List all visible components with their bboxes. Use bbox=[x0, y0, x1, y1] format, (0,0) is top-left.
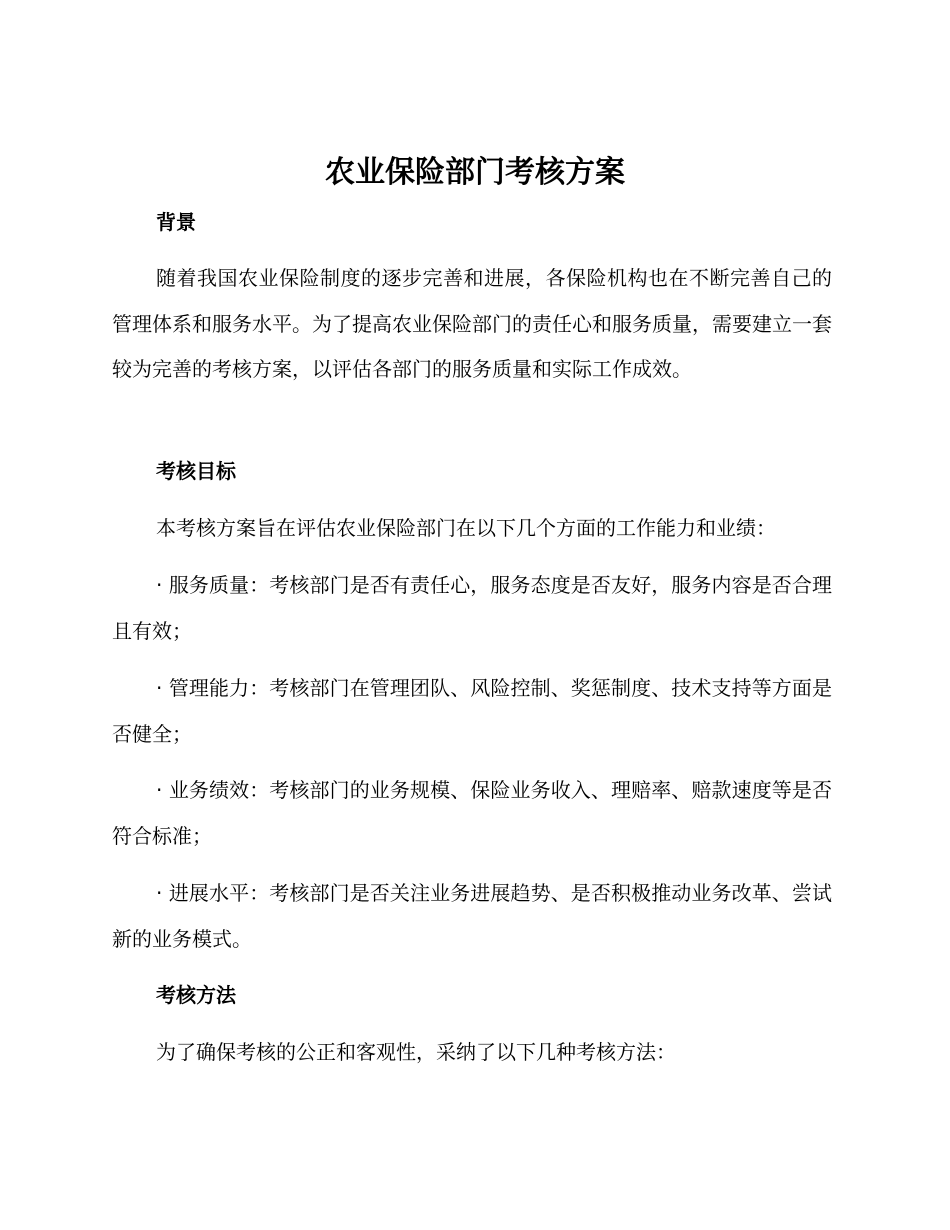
list-item-management-ability: · 管理能力：考核部门在管理团队、风险控制、奖惩制度、技术支持等方面是否健全； bbox=[112, 676, 832, 746]
paragraph-goals-intro: 本考核方案旨在评估农业保险部门在以下几个方面的工作能力和业绩： bbox=[156, 516, 776, 540]
section-heading-goals: 考核目标 bbox=[156, 459, 236, 483]
paragraph-methods-intro: 为了确保考核的公正和客观性，采纳了以下几种考核方法： bbox=[156, 1040, 676, 1064]
document-title: 农业保险部门考核方案 bbox=[325, 155, 625, 190]
list-item-development-level: · 进展水平：考核部门是否关注业务进展趋势、是否积极推动业务改革、尝试新的业务模式。 bbox=[112, 881, 832, 951]
section-heading-methods: 考核方法 bbox=[156, 983, 236, 1007]
list-item-service-quality: · 服务质量：考核部门是否有责任心，服务态度是否友好，服务内容是否合理且有效； bbox=[112, 573, 832, 643]
section-heading-background: 背景 bbox=[156, 210, 196, 234]
paragraph-background: 随着我国农业保险制度的逐步完善和进展，各保险机构也在不断完善自己的管理体系和服务水平。为了提高农业保险部门的责任心和服务质量，需要建立一套较为完善的考核方案，以评估各部门的服务质量和实际工作成效。 bbox=[112, 266, 832, 381]
list-item-business-performance: · 业务绩效：考核部门的业务规模、保险业务收入、理赔率、赔款速度等是否符合标准； bbox=[112, 778, 832, 848]
